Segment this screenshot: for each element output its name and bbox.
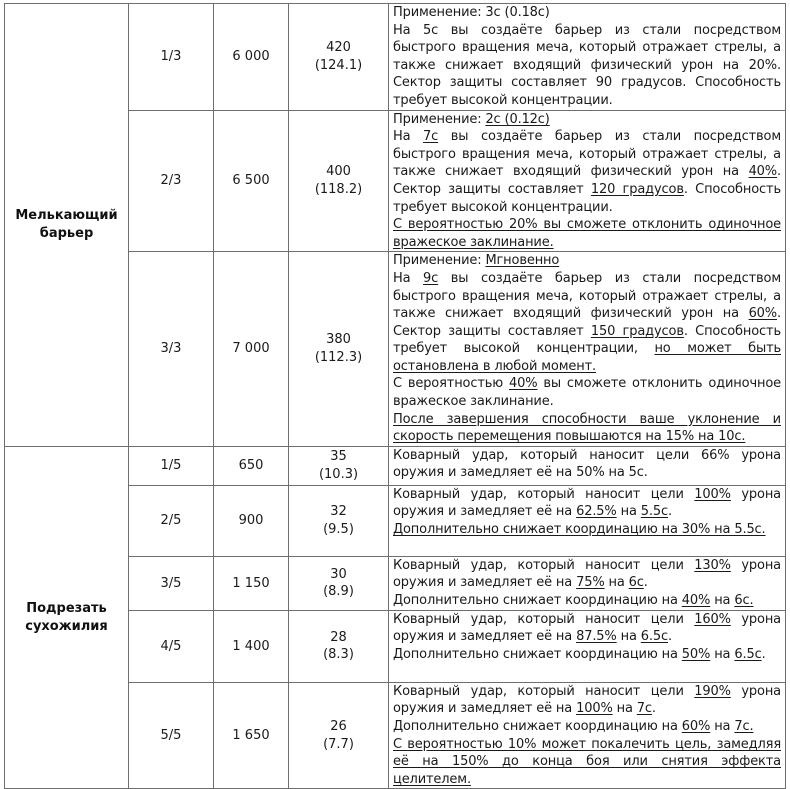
description-text: На [393, 129, 424, 145]
description-text: Дополнительно снижает координацию на [393, 593, 682, 609]
value-main: 32 [330, 504, 347, 520]
cost-cell: 650 [214, 446, 289, 485]
skill-name: Мелькающий барьер [5, 4, 129, 447]
changed-value-text: 130% [694, 557, 731, 573]
rank-cell: 5/5 [129, 682, 214, 789]
description-text: Коварный удар, который наносит цели [393, 611, 695, 627]
value-sub: (124.1) [314, 57, 363, 73]
changed-value-text: 150 градусов [590, 323, 684, 339]
description-paragraph [393, 111, 781, 129]
value-sub: (8.3) [323, 647, 354, 663]
cost-cell: 1 650 [214, 682, 289, 789]
table-row [5, 4, 786, 111]
changed-value-text: С вероятностью 20% вы сможете отклонить одиночное вражеское заклинание. [393, 217, 781, 250]
description-text: Применение: 3с (0.18с) [393, 5, 550, 20]
skills-table [4, 3, 786, 789]
description-paragraph [393, 216, 781, 251]
description-text: на [604, 575, 629, 591]
changed-value-text: 160% [694, 611, 731, 627]
value-main: 420 [326, 40, 351, 56]
changed-value-text: С вероятностью 10% может покалечить цель, замедляя её на 150% до конца боя или снятия эффекта целителем. [393, 736, 781, 787]
changed-value-text: После завершения способности ваше уклонение и скорость перемещения повышаются на 15% на 10с. [393, 411, 781, 445]
changed-value-text: 50% [681, 647, 711, 663]
value-cell [289, 682, 389, 789]
rank-cell: 1/5 [129, 446, 214, 485]
description-cell [389, 110, 786, 252]
changed-value-text: 60% [748, 306, 778, 322]
description-text: Применение: [393, 111, 486, 127]
changed-value-text: 9с [423, 270, 439, 286]
description-cell [389, 610, 786, 682]
description-paragraph [393, 736, 781, 789]
value-main: 28 [330, 629, 347, 645]
cost-cell: 900 [214, 485, 289, 556]
changed-value-text: 6.5с [734, 647, 762, 663]
description-text: . [643, 575, 648, 591]
description-paragraph [393, 521, 781, 539]
description-text: Коварный удар, который наносит цели [393, 557, 695, 573]
description-text: Дополнительно снижает координацию на [393, 647, 682, 663]
value-cell [289, 556, 389, 610]
description-paragraph [393, 270, 781, 376]
description-paragraph [393, 128, 781, 216]
description-paragraph [393, 4, 781, 22]
description-text: урона оружия и замедляет её на [393, 611, 781, 645]
changed-value-text: 120 градусов [590, 181, 684, 197]
description-paragraph [393, 252, 781, 270]
description-text: . [651, 701, 656, 717]
description-paragraph [393, 411, 781, 446]
description-text: вы создаёте барьер из стали посредством быстрого вращения меча, который отражает стрелы, а также снижает входящий физический урон на [393, 270, 781, 322]
changed-value-text: 5.5с [640, 504, 669, 520]
description-text: урона оружия и замедляет её на [393, 557, 781, 591]
description-text: Дополнительно снижает координацию на [393, 719, 682, 735]
changed-value-text: 6с. [734, 593, 754, 609]
changed-value-text: 7с. [734, 719, 754, 735]
value-cell [289, 485, 389, 556]
description-cell [389, 252, 786, 447]
description-paragraph [393, 646, 781, 664]
description-cell [389, 556, 786, 610]
description-text: на [710, 719, 735, 735]
value-cell [289, 110, 389, 252]
description-text: на [710, 647, 735, 663]
description-text: . [668, 504, 672, 520]
description-text: Коварный удар, который наносит цели [393, 486, 695, 502]
value-main: 26 [330, 719, 347, 735]
changed-value-text: 190% [694, 683, 731, 699]
changed-value-text: 60% [681, 719, 711, 735]
value-cell [289, 446, 389, 485]
changed-value-text: 6с [628, 575, 644, 591]
description-paragraph [393, 557, 781, 592]
cost-cell: 1 400 [214, 610, 289, 682]
changed-value-text: 6.5с [640, 629, 669, 645]
cost-cell: 7 000 [214, 252, 289, 447]
changed-value-text: 2с (0.12с) [485, 111, 550, 127]
changed-value-text: 7с [636, 701, 652, 717]
value-sub: (112.3) [314, 350, 363, 366]
description-paragraph [393, 486, 781, 521]
description-text: С вероятностью [393, 376, 509, 392]
rank-cell: 3/5 [129, 556, 214, 610]
description-text: на [612, 701, 637, 717]
value-cell [289, 252, 389, 447]
description-text: на [616, 629, 641, 645]
description-text: . Сектор защиты составляет [393, 306, 781, 339]
description-cell [389, 485, 786, 556]
changed-value-text: 100% [576, 701, 613, 717]
cost-cell: 1 150 [214, 556, 289, 610]
description-cell [389, 4, 786, 111]
value-cell [289, 4, 389, 111]
changed-value-text: 87.5% [576, 629, 617, 645]
cost-cell: 6 500 [214, 110, 289, 252]
description-text: урона оружия и замедляет её на [393, 683, 781, 717]
changed-value-text: Дополнительно снижает координацию на 30% на 5.5с. [393, 522, 766, 538]
description-text: вы сможете отклонить одиночное вражеское заклинание. [393, 376, 781, 410]
skill-name: Подрезать сухожилия [5, 446, 129, 789]
description-cell [389, 682, 786, 789]
description-text: На 5с вы создаёте барьер из стали посредством быстрого вращения меча, который отражает стрелы, а также снижает входящий физический урон на 20%. Сектор защиты составляет 90 градусов. Способность требует высокой концентрации. [393, 22, 781, 108]
cost-cell: 6 000 [214, 4, 289, 111]
description-text: На [393, 270, 424, 286]
description-paragraph [393, 22, 781, 110]
description-paragraph [393, 592, 781, 610]
changed-value-text: 100% [694, 486, 731, 502]
value-sub: (8.9) [323, 584, 354, 600]
changed-value-text: 75% [576, 575, 605, 591]
description-text: на [710, 593, 735, 609]
description-paragraph [393, 611, 781, 646]
changed-value-text: 40% [509, 376, 538, 392]
value-main: 400 [326, 164, 351, 180]
description-text: . [668, 629, 672, 645]
description-paragraph [393, 375, 781, 410]
value-main: 35 [330, 449, 347, 465]
description-text: . Сектор защиты составляет [393, 164, 781, 197]
description-paragraph [393, 718, 781, 736]
changed-value-text: 40% [748, 164, 778, 180]
changed-value-text: 7с [423, 129, 439, 145]
value-main: 30 [330, 566, 347, 582]
rank-cell: 2/3 [129, 110, 214, 252]
description-paragraph [393, 447, 781, 482]
value-sub: (9.5) [323, 521, 354, 537]
value-sub: (118.2) [314, 181, 363, 197]
rank-cell: 4/5 [129, 610, 214, 682]
rank-cell: 1/3 [129, 4, 214, 111]
value-main: 380 [326, 332, 351, 348]
description-paragraph [393, 683, 781, 718]
description-text: Коварный удар, который наносит цели 66% урона оружия и замедляет её на 50% на 5с. [393, 447, 781, 481]
value-sub: (7.7) [323, 736, 354, 752]
description-text: вы создаёте барьер из стали посредством быстрого вращения меча, который отражает стрелы, а также снижает входящий физический урон на [393, 129, 781, 180]
description-text: . Способность требует высокой концентрации, [393, 323, 781, 357]
description-text: . [761, 647, 766, 663]
table-row [5, 446, 786, 485]
rank-cell: 3/3 [129, 252, 214, 447]
description-text: Коварный удар, который наносит цели [393, 683, 695, 699]
description-text: на [616, 504, 641, 520]
changed-value-text: 40% [681, 593, 711, 609]
changed-value-text: 62.5% [576, 504, 617, 520]
changed-value-text: но может быть остановлена в любой момент. [393, 341, 782, 374]
description-text: . Способность требует высокой концентрации. [393, 181, 781, 215]
rank-cell: 2/5 [129, 485, 214, 556]
value-cell [289, 610, 389, 682]
value-sub: (10.3) [318, 466, 359, 482]
changed-value-text: Мгновенно [485, 253, 560, 269]
description-cell [389, 446, 786, 485]
description-text: урона оружия и замедляет её на [393, 486, 781, 520]
description-text: Применение: [393, 253, 486, 269]
